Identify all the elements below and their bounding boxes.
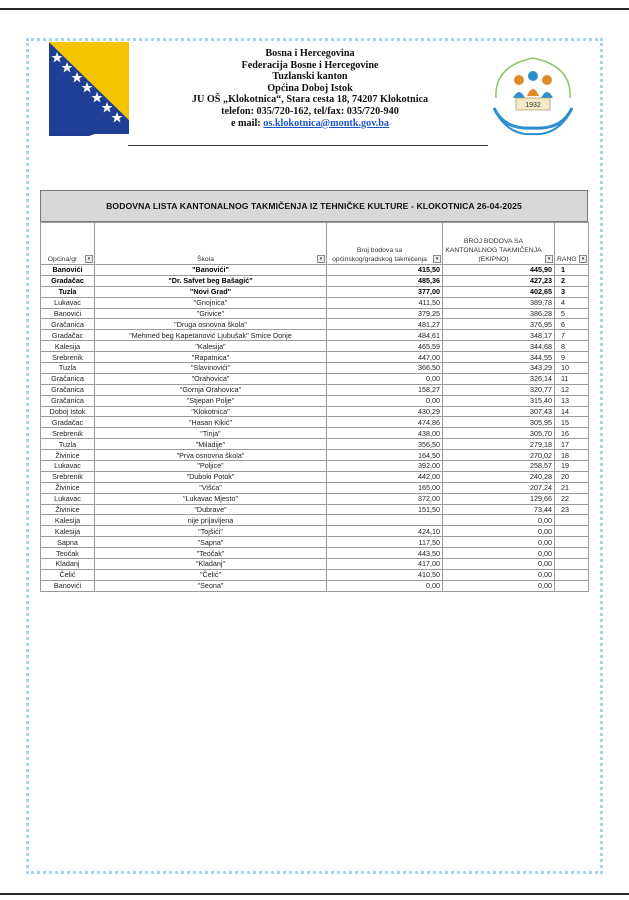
cantonal-points-cell: 427,23 (443, 275, 555, 286)
table-row (41, 330, 589, 341)
table-row (41, 569, 589, 580)
col-municipality-label: Općina/gr (47, 256, 78, 263)
municipal-points-cell: 377,00 (327, 286, 443, 297)
email-label: e mail: (230, 117, 264, 129)
cantonal-points-cell: 0,00 (443, 548, 555, 559)
table-row (41, 504, 589, 515)
table-body (41, 265, 589, 592)
cantonal-points-cell: 240,28 (443, 471, 555, 482)
municipal-points-cell: 366,50 (327, 363, 443, 374)
bih-flag-icon (45, 40, 131, 136)
table-row (41, 286, 589, 297)
header-email-line (140, 118, 480, 130)
cantonal-points-cell: 402,65 (443, 286, 555, 297)
cantonal-points-cell: 376,95 (443, 319, 555, 330)
municipality-cell: Lukavac (41, 297, 95, 308)
table-title: BODOVNA LISTA KANTONALNOG TAKMIČENJA IZ TEHNIČKE KULTURE - KLOKOTNICA 26-04-2025 (40, 190, 588, 222)
email-link[interactable]: os.klokotnica@montk.gov.ba (263, 117, 390, 129)
school-cell: "Dr. Safvet beg Bašagić" (95, 275, 327, 286)
rank-cell: 4 (555, 297, 589, 308)
filter-dropdown-icon[interactable]: ▾ (317, 255, 325, 263)
rank-cell (555, 537, 589, 548)
school-cell: "Dubrave" (95, 504, 327, 515)
table-row (41, 548, 589, 559)
cantonal-points-cell: 0,00 (443, 537, 555, 548)
municipal-points-cell: 474,86 (327, 417, 443, 428)
cantonal-points-cell: 315,40 (443, 395, 555, 406)
table-row (41, 373, 589, 384)
cantonal-points-cell: 348,17 (443, 330, 555, 341)
municipal-points-cell (327, 515, 443, 526)
header-federation: Federacija Bosne i Hercegovine (241, 59, 379, 71)
school-cell: "Hasan Kikić" (95, 417, 327, 428)
municipality-cell: Gradačac (41, 330, 95, 341)
rank-cell: 17 (555, 439, 589, 450)
table-header-row (41, 223, 589, 265)
school-cell: "Tojšići" (95, 526, 327, 537)
school-cell: "Gornja Orahovica" (95, 384, 327, 395)
municipality-cell: Lukavac (41, 493, 95, 504)
municipal-points-cell: 356,50 (327, 439, 443, 450)
municipality-cell: Banovići (41, 265, 95, 276)
school-cell: "Miladije" (95, 439, 327, 450)
municipality-cell: Čelić (41, 569, 95, 580)
municipal-points-cell: 379,25 (327, 308, 443, 319)
table-row (41, 319, 589, 330)
cantonal-points-cell: 344,68 (443, 341, 555, 352)
rank-cell: 12 (555, 384, 589, 395)
school-cell: "Gnojnica" (95, 297, 327, 308)
cantonal-points-cell: 305,70 (443, 428, 555, 439)
table-row (41, 526, 589, 537)
school-cell: "Rapatnica" (95, 352, 327, 363)
rank-cell: 20 (555, 471, 589, 482)
filter-dropdown-icon[interactable]: ▾ (433, 255, 441, 263)
cantonal-points-cell: 389,78 (443, 297, 555, 308)
municipal-points-cell: 372,00 (327, 493, 443, 504)
col-municipal-points-label: Broj bodova sa općinskog/gradskog takmičenja (332, 247, 427, 263)
municipality-cell: Kalesija (41, 526, 95, 537)
school-cell: "Slavinovići" (95, 363, 327, 374)
municipality-cell: Gradačac (41, 275, 95, 286)
table-row (41, 297, 589, 308)
rank-cell: 6 (555, 319, 589, 330)
rank-cell: 1 (555, 265, 589, 276)
col-municipal-points-header (327, 223, 443, 265)
school-cell: "Čelić" (95, 569, 327, 580)
municipality-cell: Gračanica (41, 319, 95, 330)
rank-cell: 11 (555, 373, 589, 384)
municipality-cell: Tuzla (41, 286, 95, 297)
rank-cell: 15 (555, 417, 589, 428)
rank-cell: 23 (555, 504, 589, 515)
rank-cell: 18 (555, 450, 589, 461)
school-cell: "Klokotnica" (95, 406, 327, 417)
municipal-points-cell: 485,36 (327, 275, 443, 286)
cantonal-points-cell: 305,95 (443, 417, 555, 428)
municipal-points-cell: 0,00 (327, 395, 443, 406)
municipal-points-cell: 411,50 (327, 297, 443, 308)
municipality-cell: Kalesija (41, 341, 95, 352)
table-row (41, 352, 589, 363)
filter-dropdown-icon[interactable]: ▾ (545, 255, 553, 263)
col-rank-header (555, 223, 589, 265)
municipal-points-cell: 0,00 (327, 580, 443, 591)
table-row (41, 471, 589, 482)
rank-cell (555, 548, 589, 559)
municipality-cell: Lukavac (41, 461, 95, 472)
school-cell: "Druga osnovna škola" (95, 319, 327, 330)
municipality-cell: Tuzla (41, 363, 95, 374)
cantonal-points-cell: 0,00 (443, 515, 555, 526)
cantonal-points-cell: 307,43 (443, 406, 555, 417)
header-school-address: JU OŠ „Klokotnica“, Stara cesta 18, 74207 Klokotnica (191, 94, 429, 106)
table-row (41, 363, 589, 374)
bottom-border-line (0, 893, 629, 895)
school-cell: "Sapna" (95, 537, 327, 548)
table-row (41, 406, 589, 417)
school-cell: "Kalesija" (95, 341, 327, 352)
rank-cell: 2 (555, 275, 589, 286)
municipality-cell: Živinice (41, 504, 95, 515)
rank-cell: 5 (555, 308, 589, 319)
cantonal-points-cell: 258,57 (443, 461, 555, 472)
rank-cell: 8 (555, 341, 589, 352)
municipal-points-cell: 417,00 (327, 559, 443, 570)
municipality-cell: Gračanica (41, 395, 95, 406)
school-cell: "Mehmed beg Kapetanović Ljubušak" Srnice Donje (95, 330, 327, 341)
filter-dropdown-icon[interactable]: ▾ (85, 255, 93, 263)
col-cantonal-points-label: BROJ BODOVA SA KANTONALNOG TAKMIČENJA (EKIPNO) (445, 238, 542, 263)
cantonal-points-cell: 0,00 (443, 526, 555, 537)
municipality-cell: Srebrenik (41, 428, 95, 439)
header-divider (128, 145, 488, 146)
municipality-cell: Gradačac (41, 417, 95, 428)
school-cell: "Novi Grad" (95, 286, 327, 297)
school-cell: "Prva osnovna škola" (95, 450, 327, 461)
table-row (41, 580, 589, 591)
table-row (41, 395, 589, 406)
col-rank-label: RANG (557, 256, 577, 263)
table-row (41, 450, 589, 461)
municipal-points-cell: 481,27 (327, 319, 443, 330)
rank-cell (555, 580, 589, 591)
cantonal-points-cell: 0,00 (443, 580, 555, 591)
table-row (41, 461, 589, 472)
cantonal-points-cell: 270,02 (443, 450, 555, 461)
table-row (41, 439, 589, 450)
municipality-cell: Banovići (41, 580, 95, 591)
scores-table (40, 222, 589, 592)
municipality-cell: Živinice (41, 482, 95, 493)
col-municipality-header (41, 223, 95, 265)
school-cell: "Kladanj" (95, 559, 327, 570)
school-cell: "Teočak" (95, 548, 327, 559)
municipal-points-cell: 415,50 (327, 265, 443, 276)
school-cell: nije prijavljena (95, 515, 327, 526)
municipal-points-cell: 164,50 (327, 450, 443, 461)
municipal-points-cell: 151,50 (327, 504, 443, 515)
header-municipality: Općina Doboj Istok (267, 82, 353, 94)
header-country: Bosna i Hercegovina (265, 48, 355, 59)
rank-cell (555, 526, 589, 537)
rank-cell: 7 (555, 330, 589, 341)
school-letterhead (140, 48, 480, 129)
col-school-header (95, 223, 327, 265)
municipal-points-cell: 392,00 (327, 461, 443, 472)
municipal-points-cell: 447,00 (327, 352, 443, 363)
school-cell: "Tinja" (95, 428, 327, 439)
municipal-points-cell: 484,61 (327, 330, 443, 341)
municipal-points-cell: 430,29 (327, 406, 443, 417)
municipality-cell: Srebrenik (41, 352, 95, 363)
municipal-points-cell: 465,59 (327, 341, 443, 352)
cantonal-points-cell: 445,90 (443, 265, 555, 276)
municipality-cell: Teočak (41, 548, 95, 559)
municipality-cell: Tuzla (41, 439, 95, 450)
rank-cell: 16 (555, 428, 589, 439)
municipal-points-cell: 442,00 (327, 471, 443, 482)
municipal-points-cell: 165,00 (327, 482, 443, 493)
municipality-cell: Živinice (41, 450, 95, 461)
municipality-cell: Kalesija (41, 515, 95, 526)
rank-cell: 22 (555, 493, 589, 504)
municipality-cell: Gračanica (41, 373, 95, 384)
table-row (41, 559, 589, 570)
header-phone: telefon: 035/720-162, tel/fax: 035/720-940 (221, 105, 399, 117)
rank-cell: 14 (555, 406, 589, 417)
table-row (41, 275, 589, 286)
rank-cell (555, 559, 589, 570)
logo-year: 1932 (525, 102, 541, 109)
table-row (41, 308, 589, 319)
school-cell: "Grivice" (95, 308, 327, 319)
rank-cell (555, 569, 589, 580)
cantonal-points-cell: 279,18 (443, 439, 555, 450)
rank-cell: 9 (555, 352, 589, 363)
municipality-cell: Srebrenik (41, 471, 95, 482)
municipal-points-cell: 158,27 (327, 384, 443, 395)
cantonal-points-cell: 343,29 (443, 363, 555, 374)
municipal-points-cell: 410,50 (327, 569, 443, 580)
table-row (41, 428, 589, 439)
school-cell: "Orahovica" (95, 373, 327, 384)
rank-cell: 3 (555, 286, 589, 297)
cantonal-points-cell: 207,24 (443, 482, 555, 493)
cantonal-points-cell: 386,28 (443, 308, 555, 319)
cantonal-points-cell: 344,55 (443, 352, 555, 363)
table-row (41, 515, 589, 526)
cantonal-points-cell: 320,77 (443, 384, 555, 395)
table-row (41, 417, 589, 428)
col-school-label: Škola (196, 256, 214, 263)
school-cell: "Višća" (95, 482, 327, 493)
header-canton: Tuzlanski kanton (272, 71, 348, 83)
cantonal-points-cell: 326,14 (443, 373, 555, 384)
municipality-cell: Banovići (41, 308, 95, 319)
rank-cell (555, 515, 589, 526)
top-border-line (0, 8, 629, 10)
municipal-points-cell: 443,50 (327, 548, 443, 559)
rank-cell: 10 (555, 363, 589, 374)
municipality-cell: Doboj Istok (41, 406, 95, 417)
municipality-cell: Gračanica (41, 384, 95, 395)
municipality-cell: Sapna (41, 537, 95, 548)
rank-cell: 13 (555, 395, 589, 406)
school-cell: "Duboki Potok" (95, 471, 327, 482)
school-cell: "Stjepan Polje" (95, 395, 327, 406)
table-row (41, 341, 589, 352)
cantonal-points-cell: 129,66 (443, 493, 555, 504)
school-cell: "Banovići" (95, 265, 327, 276)
table-row (41, 265, 589, 276)
municipal-points-cell: 438,00 (327, 428, 443, 439)
table-row (41, 384, 589, 395)
table-row (41, 493, 589, 504)
school-logo-icon (484, 46, 582, 142)
municipality-cell: Kladanj (41, 559, 95, 570)
table-row (41, 482, 589, 493)
table-row (41, 537, 589, 548)
municipal-points-cell: 0,00 (327, 373, 443, 384)
cantonal-points-cell: 73,44 (443, 504, 555, 515)
cantonal-points-cell: 0,00 (443, 559, 555, 570)
col-cantonal-points-header (443, 223, 555, 265)
filter-dropdown-icon[interactable]: ▾ (579, 255, 587, 263)
municipal-points-cell: 424,10 (327, 526, 443, 537)
rank-cell: 19 (555, 461, 589, 472)
school-cell: "Seona" (95, 580, 327, 591)
school-cell: "Poljice" (95, 461, 327, 472)
cantonal-points-cell: 0,00 (443, 569, 555, 580)
rank-cell: 21 (555, 482, 589, 493)
municipal-points-cell: 117,50 (327, 537, 443, 548)
school-cell: "Lukavac Mjesto" (95, 493, 327, 504)
